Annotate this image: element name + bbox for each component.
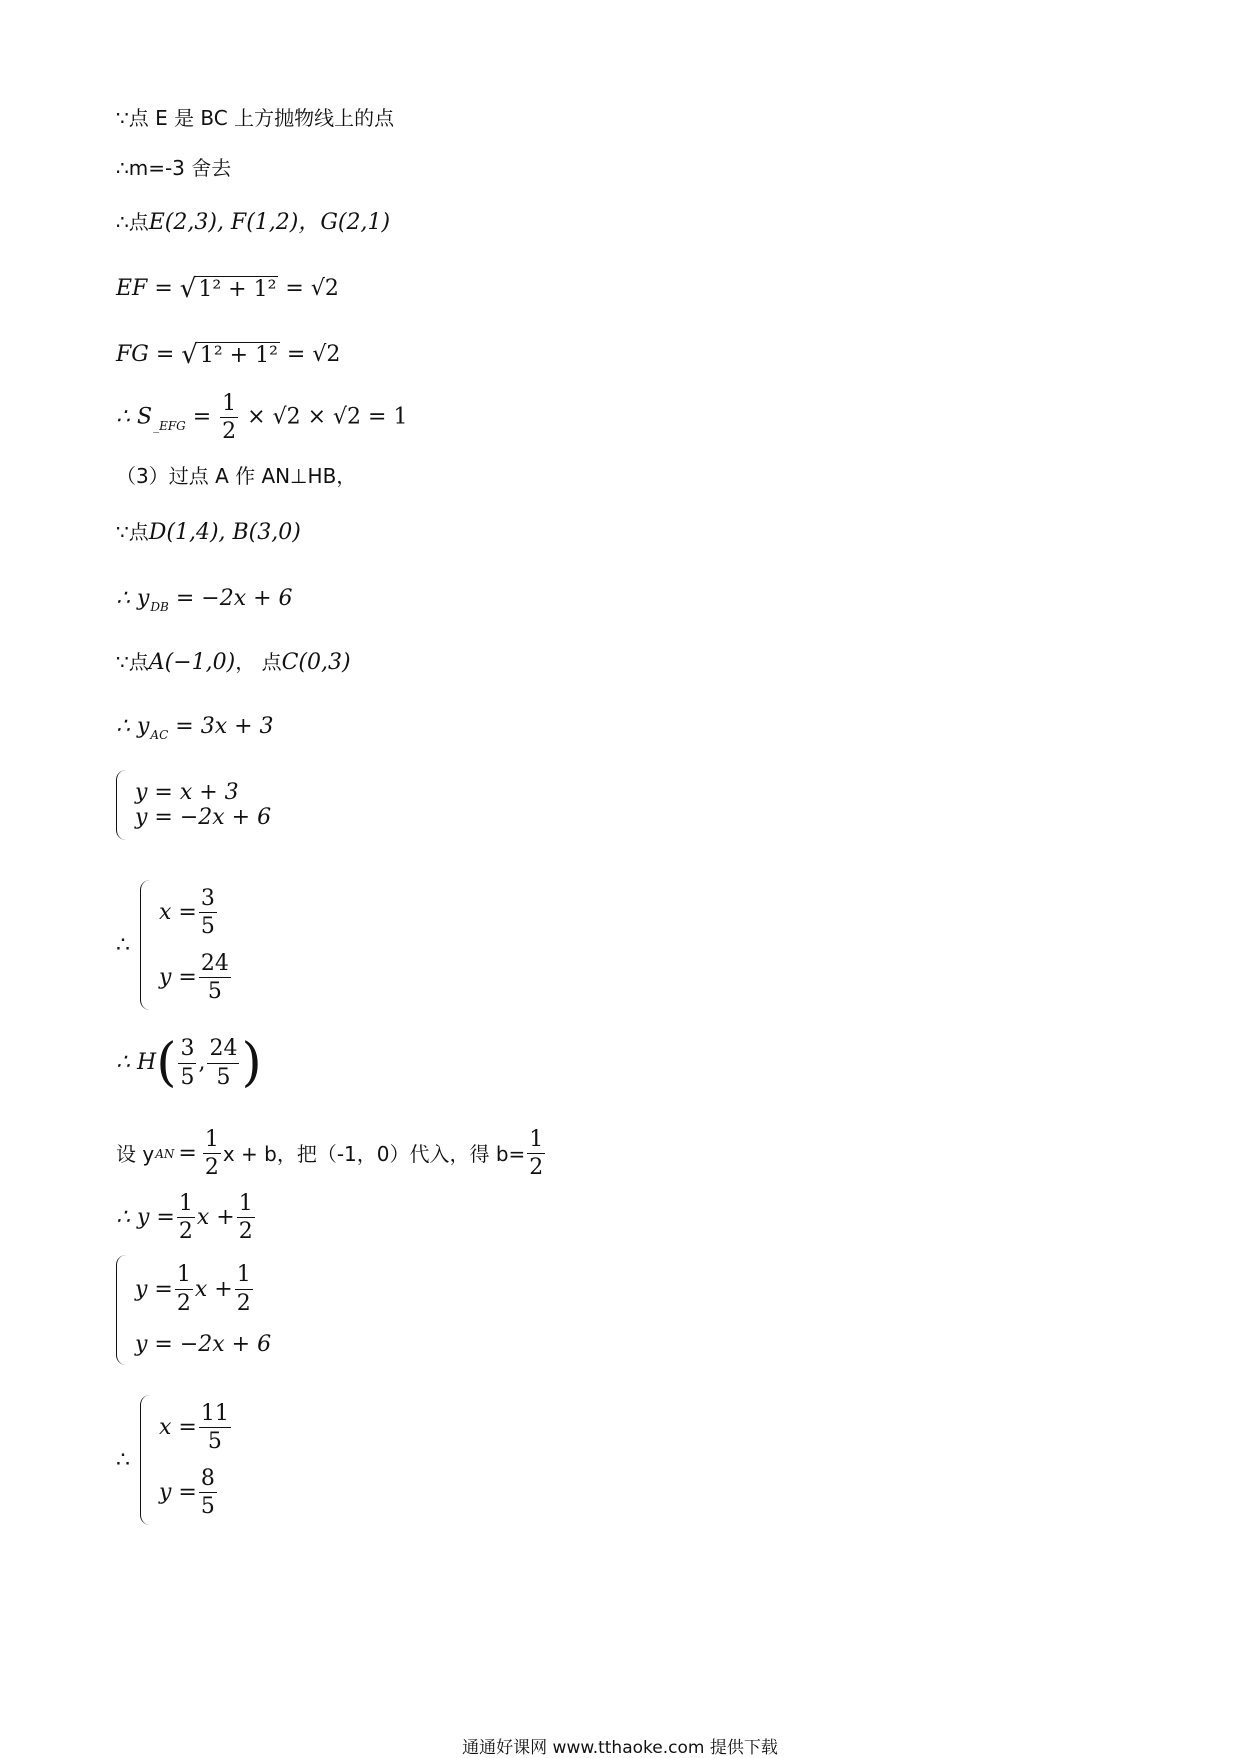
denominator: 5 [216,1064,231,1090]
denominator: 5 [207,1429,222,1454]
text-line-1: ∵点 E 是 BC 上方抛物线上的点 [116,106,395,130]
system-row: y = −2x + 6 [135,805,272,830]
numerator: 8 [200,1465,215,1491]
y-label: y = [159,1480,197,1505]
system-row [135,1263,271,1314]
prefix: ∵点 [116,650,149,674]
lhs: ∴ y = [116,1204,175,1230]
left-paren-icon: ( [156,1033,177,1093]
x-label: x = [159,900,197,925]
fraction [527,1128,545,1179]
denominator: 2 [238,1219,253,1245]
mid: x + [196,1204,235,1230]
radical-icon: √ [179,274,197,304]
fraction [237,1192,255,1243]
numerator: 1 [176,1262,191,1288]
fraction [235,1263,253,1314]
fraction [203,1128,221,1179]
line-an-equation [116,1192,257,1243]
points-efg: E(2,3), F(1,2)，G(2,1) [148,210,391,235]
numerator: 3 [200,885,215,911]
ef-lhs: EF = [116,276,173,301]
y-symbol: 设 y [116,1141,155,1166]
numerator: 1 [204,1127,219,1152]
equation-rhs: = 3x + 3 [175,714,274,739]
area-subscript: _EFG [153,418,186,433]
points-db: D(1,4), B(3,0) [148,520,301,545]
ef-rhs: = √2 [285,276,339,301]
fraction [175,1263,193,1314]
system-row [159,1467,233,1518]
y-label: y = [159,965,197,990]
numerator: 24 [200,950,229,976]
fraction [220,392,238,443]
equation-system-4 [116,1395,233,1525]
system-row: y = −2x + 6 [135,1331,272,1357]
text-line-2: ∴m=-3 舍去 [116,156,232,180]
denominator: 5 [207,979,222,1004]
sqrt-expression [181,342,280,368]
prefix: ∴点 [116,210,149,234]
system-row [159,952,233,1003]
numerator: 3 [180,1036,195,1062]
equation-system-3 [116,1255,271,1365]
y-symbol: ∴ y [116,714,150,739]
denominator: 2 [204,1155,219,1181]
denominator: 5 [200,1494,215,1519]
numerator: 1 [178,1191,193,1216]
denominator: 2 [236,1290,251,1316]
fg-rhs: = √2 [286,342,341,367]
text-line-10 [116,652,351,674]
ef-length-line [116,276,339,302]
y-symbol: ∴ y [116,586,150,611]
equation-rhs: = −2x + 6 [175,586,293,611]
h-label: ∴ H [116,1050,157,1075]
denominator: 2 [529,1155,544,1181]
point-h-line: ∴ H ( $\frac{3}{5}$ , $\frac{24}{5}$ ) [116,1033,262,1093]
y-subscript: AC [150,728,169,742]
numerator: 1 [236,1262,251,1288]
numerator: 24 [209,1036,238,1062]
therefore-icon: ∴ [116,1447,130,1473]
numerator: 1 [222,391,237,416]
radical-icon: √ [181,340,198,370]
equals: = [192,404,212,430]
y-subscript: AN [155,1146,175,1161]
line-an-setup: 设 y AN = $\frac{1}{2}$ x + b，把（-1，0）代入，得 b= $\frac{1}{2}$ [116,1127,544,1181]
numerator: 1 [238,1191,253,1216]
fg-length-line [116,342,340,368]
fraction [199,952,231,1003]
denominator: 5 [180,1064,195,1090]
equation-system-2 [116,880,233,1010]
right-paren-icon: ) [241,1033,262,1093]
lhs: y = [135,1276,173,1302]
denominator: 2 [222,419,237,445]
brace-icon [116,1255,129,1365]
point-c: C(0,3) [281,650,351,675]
y-subscript: DB [150,600,169,614]
point-a: A(−1,0) [148,650,236,675]
area-symbol: ∴ S [116,404,153,430]
text-line-7: （3）过点 A 作 AN⊥HB， [116,464,357,488]
brace-icon [140,880,153,1010]
denominator: 5 [200,914,215,939]
numerator: 11 [200,1400,229,1426]
setup-text: x + b，把（-1，0）代入，得 b= [222,1141,526,1166]
denominator: 2 [178,1219,193,1245]
fraction [199,1402,231,1453]
line-db-equation [116,588,293,613]
system-row [159,887,233,938]
area-rest: × √2 × √2 = 1 [247,404,408,430]
fg-lhs: FG = [116,342,175,367]
fraction [199,887,217,938]
system-row: y = x + 3 [135,780,239,805]
equation-system-1 [116,770,271,840]
fraction [199,1467,217,1518]
fraction [207,1037,239,1088]
line-ac-equation [116,716,274,741]
fraction [178,1037,196,1088]
mid-text: ， 点 [235,650,282,674]
text-line-8 [116,522,301,544]
text-line-3 [116,212,390,234]
sqrt-expression [180,276,279,302]
fraction [177,1192,195,1243]
denominator: 2 [176,1290,191,1316]
radicand: 1² + 1² [199,343,278,368]
therefore-icon: ∴ [116,932,130,958]
radicand: 1² + 1² [198,277,277,302]
brace-icon [140,1395,153,1525]
system-row [159,1402,233,1453]
prefix: ∵点 [116,520,149,544]
numerator: 1 [529,1127,544,1152]
page-footer: 通通好课网 www.tthaoke.com 提供下载 [462,1738,778,1758]
area-line [116,392,407,443]
mid: x + [194,1276,233,1302]
brace-icon [116,770,129,840]
x-label: x = [159,1415,197,1440]
